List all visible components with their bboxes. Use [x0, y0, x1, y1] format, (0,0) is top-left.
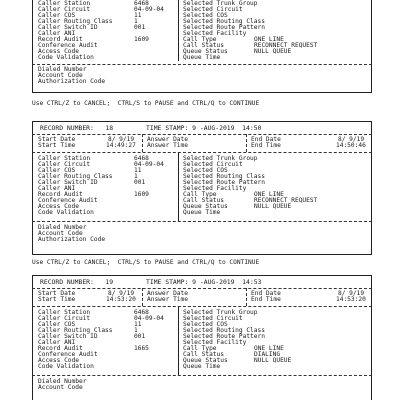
field-value: RECONNECT REQUEST	[254, 42, 318, 49]
field-label: Selected COS	[183, 12, 228, 19]
top-record-column-divider	[178, 0, 179, 61]
record-19-bottom-separator	[32, 375, 372, 376]
field-label: Caller Switch ID	[38, 179, 98, 186]
field-label: Caller COS	[38, 12, 76, 19]
field-label: Selected Trunk Group	[183, 309, 258, 316]
field-label: Start Time	[38, 142, 76, 149]
record-19-time-divider	[142, 288, 143, 306]
field-label: Selected Facility	[183, 30, 247, 37]
time-stamp: TIME STAMP: 9 -AUG-2019 14:53	[146, 278, 262, 286]
record-18-time-separator	[32, 152, 372, 153]
field-label: Account Code	[38, 384, 83, 391]
field-label: Code Validation	[38, 363, 94, 370]
field-value: 8/ 9/19	[108, 136, 135, 143]
field-label: Conference Audit	[38, 42, 98, 49]
field-value: 11	[134, 321, 142, 328]
field-label: Call Status	[183, 351, 224, 358]
field-value: 1	[134, 173, 138, 180]
field-label: Conference Audit	[38, 351, 98, 358]
field-label: Queue Status	[183, 203, 228, 210]
top-record-separator	[32, 64, 372, 65]
field-label: End Date	[251, 136, 281, 143]
record-19-header-separator	[32, 288, 372, 289]
field-label: Dialed Number	[38, 224, 87, 231]
instructions-line: Use CTRL/Z to CANCEL; CTRL/S to PAUSE and CTRL/Q to CONTINUE	[32, 259, 260, 266]
field-label: Code Validation	[38, 54, 94, 61]
field-label: Answer Time	[147, 142, 188, 149]
field-label: Caller COS	[38, 321, 76, 328]
field-value: 001	[134, 24, 146, 31]
field-value: 6468	[134, 0, 149, 7]
field-label: Answer Time	[147, 296, 188, 303]
field-label: Caller Station	[38, 0, 91, 7]
record-19-time-divider	[246, 288, 247, 306]
field-value: 1	[134, 327, 138, 334]
field-label: Queue Status	[183, 48, 228, 55]
record-18-header-separator	[32, 134, 372, 135]
field-value: 14:49:27	[106, 142, 136, 149]
field-label: Access Code	[38, 357, 79, 364]
field-label: Start Time	[38, 296, 76, 303]
record-18-bottom-separator	[32, 221, 372, 222]
field-label: Selected Trunk Group	[183, 0, 258, 7]
field-label: Caller ANI	[38, 185, 76, 192]
field-label: Caller Switch ID	[38, 24, 98, 31]
field-label: Queue Time	[183, 363, 221, 370]
field-label: Queue Time	[183, 54, 221, 61]
record-19-time-separator	[32, 306, 372, 307]
field-label: Access Code	[38, 203, 79, 210]
field-label: Dialed Number	[38, 378, 87, 385]
field-label: Caller Station	[38, 309, 91, 316]
field-label: Selected Route Pattern	[183, 24, 265, 31]
field-label: Caller Routing Class	[38, 173, 113, 180]
field-label: Start Date	[38, 290, 76, 297]
field-label: Call Status	[183, 42, 224, 49]
field-label: Selected Circuit	[183, 6, 243, 13]
field-label: Call Type	[183, 345, 217, 352]
field-label: Caller COS	[38, 167, 76, 174]
field-label: Account Code	[38, 72, 83, 79]
field-label: Selected Route Pattern	[183, 333, 265, 340]
field-value: DIALING	[254, 351, 281, 358]
field-label: Code Validation	[38, 209, 94, 216]
record-number: RECORD NUMBER: 19	[40, 278, 114, 286]
field-value: 04-09-04	[134, 161, 164, 168]
record-18-time-divider	[142, 134, 143, 152]
field-label: Selected Circuit	[183, 315, 243, 322]
field-label: Caller ANI	[38, 30, 76, 37]
field-label: Record Audit	[38, 191, 83, 198]
field-value: 11	[134, 167, 142, 174]
record-18-time-divider	[246, 134, 247, 152]
field-value: 6468	[134, 155, 149, 162]
field-label: Selected Routing Class	[183, 327, 265, 334]
field-label: Access Code	[38, 48, 79, 55]
field-label: Call Status	[183, 197, 224, 204]
field-value: 001	[134, 179, 146, 186]
field-label: Selected COS	[183, 167, 228, 174]
field-value: RECONNECT REQUEST	[254, 197, 318, 204]
field-label: Caller Circuit	[38, 161, 91, 168]
field-value: 14:50:46	[336, 142, 366, 149]
field-value: NULL QUEUE	[254, 357, 292, 364]
field-value: 6468	[134, 309, 149, 316]
field-value: ONE LINE	[254, 191, 284, 198]
field-label: Record Audit	[38, 36, 83, 43]
field-label: Queue Time	[183, 209, 221, 216]
instructions-line: Use CTRL/Z to CANCEL; CTRL/S to PAUSE and CTRL/Q to CONTINUE	[32, 100, 260, 107]
field-value: 04-09-04	[134, 6, 164, 13]
field-value: 8/ 9/19	[338, 290, 365, 297]
record-18-column-divider	[178, 152, 179, 221]
field-value: 14:53:20	[106, 296, 136, 303]
field-value: ONE LINE	[254, 36, 284, 43]
field-label: Selected Routing Class	[183, 18, 265, 25]
field-label: Queue Status	[183, 357, 228, 364]
field-label: Caller Switch ID	[38, 333, 98, 340]
field-label: Dialed Number	[38, 66, 87, 73]
field-label: Answer Date	[147, 290, 188, 297]
record-19-column-divider	[178, 306, 179, 375]
field-value: 8/ 9/19	[108, 290, 135, 297]
field-label: Caller Routing Class	[38, 327, 113, 334]
field-label: Selected Route Pattern	[183, 179, 265, 186]
field-label: Account Code	[38, 230, 83, 237]
field-label: Authorization Code	[38, 78, 106, 85]
field-label: Selected Routing Class	[183, 173, 265, 180]
field-value: 11	[134, 12, 142, 19]
field-value: 8/ 9/19	[338, 136, 365, 143]
field-label: Caller Routing Class	[38, 18, 113, 25]
field-label: Authorization Code	[38, 236, 106, 243]
field-label: Caller ANI	[38, 339, 76, 346]
field-label: End Time	[251, 296, 281, 303]
field-label: Selected COS	[183, 321, 228, 328]
field-label: Selected Trunk Group	[183, 155, 258, 162]
field-label: Selected Facility	[183, 339, 247, 346]
field-value: 1609	[134, 191, 149, 198]
field-label: Call Type	[183, 36, 217, 43]
record-number: RECORD NUMBER: 18	[40, 124, 114, 132]
field-label: Caller Circuit	[38, 6, 91, 13]
field-value: NULL QUEUE	[254, 48, 292, 55]
field-value: 14:53:20	[336, 296, 366, 303]
field-label: Selected Circuit	[183, 161, 243, 168]
field-label: Selected Facility	[183, 185, 247, 192]
field-label: Call Type	[183, 191, 217, 198]
field-value: 1609	[134, 36, 149, 43]
field-label: Answer Date	[147, 136, 188, 143]
field-label: Caller Station	[38, 155, 91, 162]
field-label: Caller Circuit	[38, 315, 91, 322]
field-value: 001	[134, 333, 146, 340]
field-label: Record Audit	[38, 345, 83, 352]
field-value: 04-09-04	[134, 315, 164, 322]
field-value: 1665	[134, 345, 149, 352]
time-stamp: TIME STAMP: 9 -AUG-2019 14:50	[146, 124, 262, 132]
field-label: Conference Audit	[38, 197, 98, 204]
field-value: ONE LINE	[254, 345, 284, 352]
field-label: End Date	[251, 290, 281, 297]
field-label: Start Date	[38, 136, 76, 143]
field-value: 1	[134, 18, 138, 25]
field-value: NULL QUEUE	[254, 203, 292, 210]
field-label: End Time	[251, 142, 281, 149]
